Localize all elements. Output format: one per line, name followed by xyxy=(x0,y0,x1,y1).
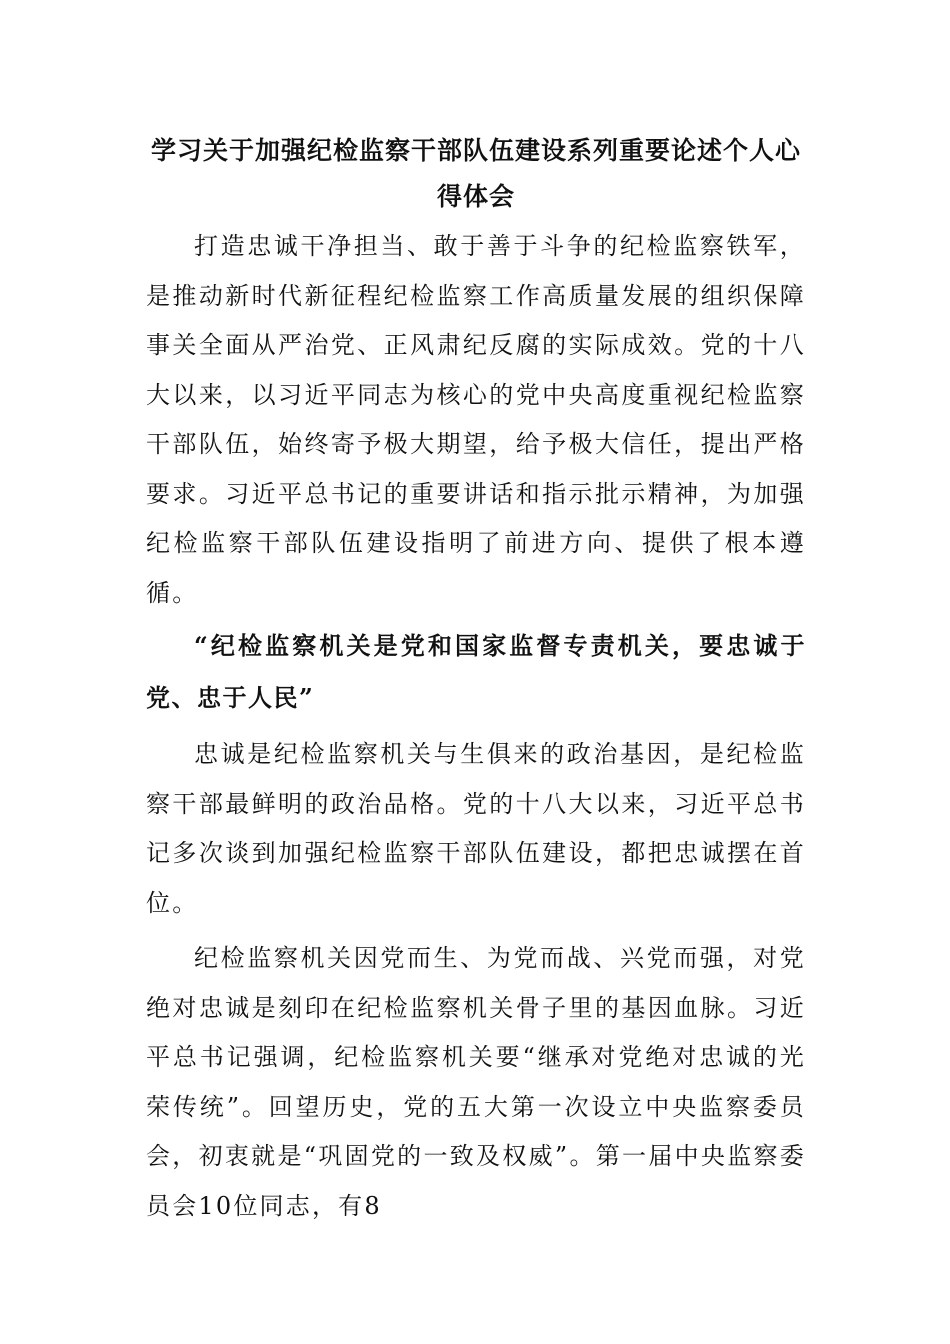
document-page xyxy=(146,128,806,1231)
section-heading: “纪检监察机关是党和国家监督专责机关，要忠诚于党、忠于人民” xyxy=(146,631,806,712)
intro-paragraph: 打造忠诚干净担当、敢于善于斗争的纪检监察铁军，是推动新时代新征程纪检监察工作高质量发展的组织保障事关全面从严治党、正风肃纪反腐的实际成效。党的十八大以来，以习近平同志为核心的党中央高度重视纪检监察干部队伍，始终寄予极大期望，给予极大信任，提出严格要求。习近平总书记的重要讲话和指示批示精神，为加强纪检监察干部队伍建设指明了前进方向、提供了根本遵循。 xyxy=(146,232,806,607)
document-title: 学习关于加强纪检监察干部队伍建设系列重要论述个人心得体会 xyxy=(150,136,801,211)
body-paragraph-history: 纪检监察机关因党而生、为党而战、兴党而强，对党绝对忠诚是刻印在纪检监察机关骨子里的基因血脉。习近平总书记强调，纪检监察机关要“继承对党绝对忠诚的光荣传统”。回望历史，党的五大第一次设立中央监察委员会，初衷就是“巩固党的一致及权威”。第一届中央监察委员会10位同志，有8 xyxy=(146,944,806,1220)
body-paragraph-loyalty: 忠诚是纪检监察机关与生俱来的政治基因，是纪检监察干部最鲜明的政治品格。党的十八大以来，习近平总书记多次谈到加强纪检监察干部队伍建设，都把忠诚摆在首位。 xyxy=(146,740,806,917)
